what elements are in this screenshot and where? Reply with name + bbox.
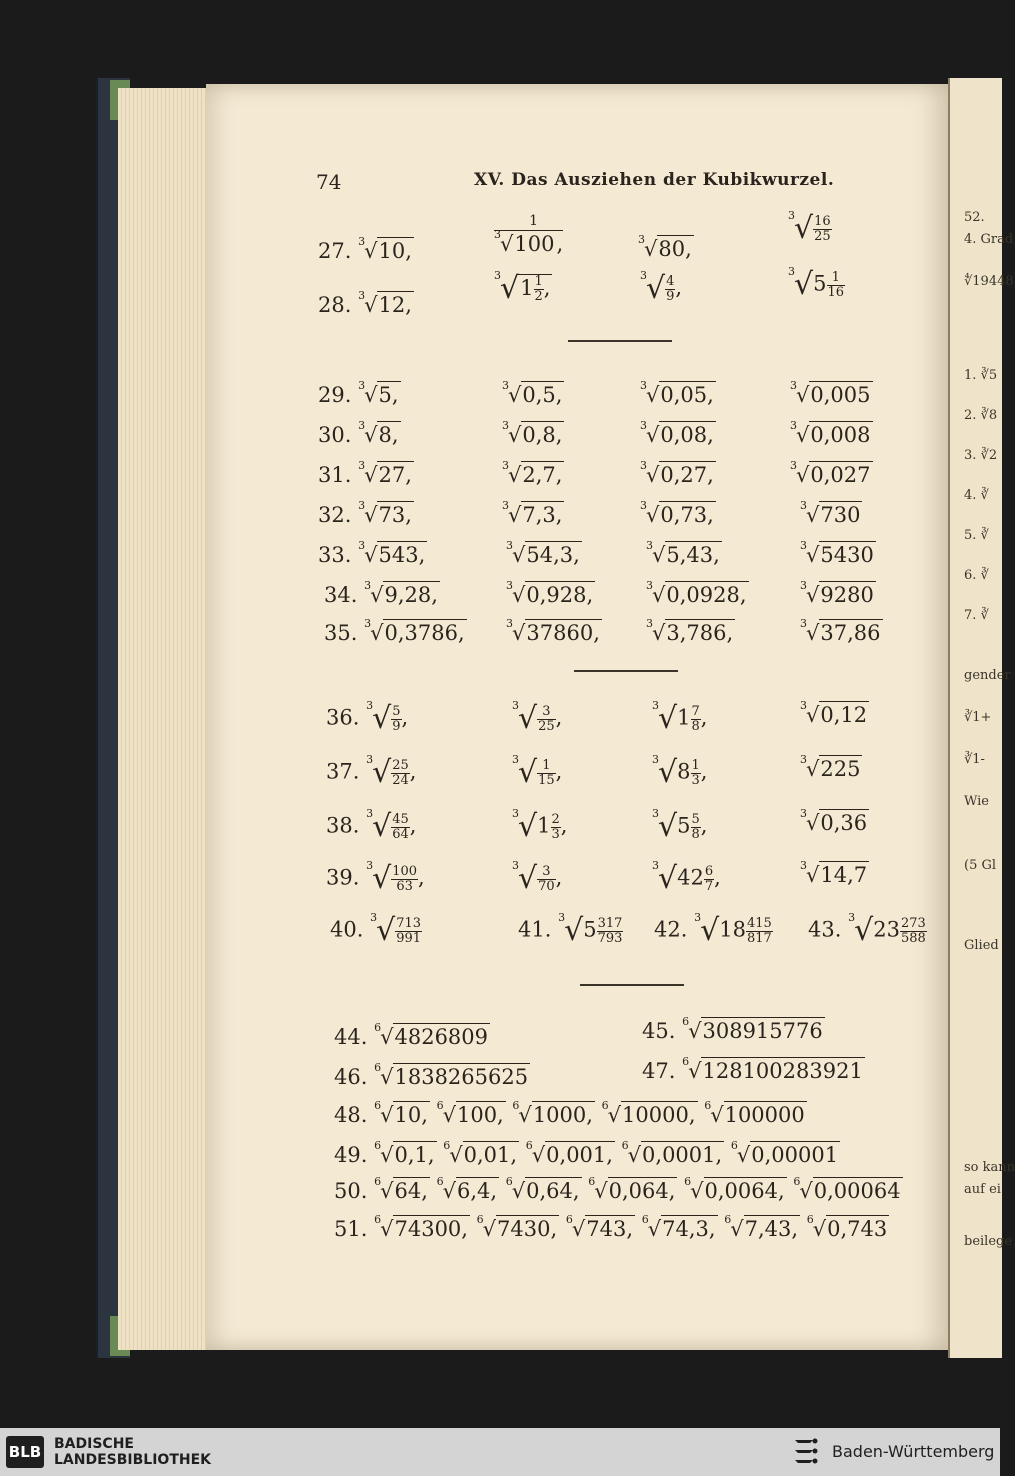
exercise-46: 46. $^6$√1838265625 <box>334 1061 529 1089</box>
exercise-39-a: 39. $^3$√ $\frac{100}{63}$ , <box>326 859 425 896</box>
exercise-36-b: $^3$√ $\frac{3}{25}$ , <box>512 699 563 736</box>
library-footer-bar <box>0 1428 1000 1476</box>
section-rule <box>574 670 678 672</box>
exercise-37-d: $^3$√225 <box>800 753 861 781</box>
exercise-30-c: $^3$√0,08, <box>640 419 714 447</box>
exercise-28-b: $^3$√1 $\frac{1}{2}$ , <box>494 269 551 306</box>
section-rule <box>568 340 672 342</box>
exercise-34-d: $^3$√9280 <box>800 579 874 607</box>
page-edges <box>118 88 208 1350</box>
exercise-32-c: $^3$√0,73, <box>640 499 714 527</box>
page-number: 74 <box>316 170 342 194</box>
state-name: Baden-Württemberg <box>832 1442 995 1461</box>
exercise-35-a: 35. $^3$√0,3786, <box>324 617 465 645</box>
exercise-50: 50. $^6$√64, $^6$√6,4, $^6$√0,64, $^6$√0,064, $^6$√0,0064, $^6$√0,00064 <box>334 1175 901 1203</box>
exercise-37-b: $^3$√ $\frac{1}{15}$ , <box>512 753 563 790</box>
exercise-35-d: $^3$√37,86 <box>800 617 881 645</box>
exercise-31-a: 31. $^3$√27, <box>318 459 412 487</box>
section-rule <box>580 984 684 986</box>
exercise-37-a: 37. $^3$√ $\frac{25}{24}$ , <box>326 753 417 790</box>
exercise-45: 45. $^6$√308915776 <box>642 1015 823 1043</box>
exercise-38-a: 38. $^3$√ $\frac{45}{64}$ , <box>326 807 417 844</box>
exercise-28-c: $^3$√ $\frac{4}{9}$ , <box>640 269 683 306</box>
exercise-35-b: $^3$√37860, <box>506 617 600 645</box>
exercise-27-d: $^3$√ $\frac{16}{25}$ <box>788 209 831 246</box>
exercise-41: 41. $^3$√5 $\frac{317}{793}$ <box>518 911 623 948</box>
facing-page-edge: 52. 4. Grad ∜19448 1. ∛5 2. ∛8 3. ∛2 4. ∛ 5. ∛ 6. ∛ 7. ∛ gender ∛1+ ∛1- Wie (5 Gl Glied so kann auf ei beilege <box>948 78 1002 1358</box>
exercise-47: 47. $^6$√128100283921 <box>642 1055 863 1083</box>
exercise-29-b: $^3$√0,5, <box>502 379 563 407</box>
exercise-51: 51. $^6$√74300, $^6$√7430, $^6$√743, $^6$√74,3, $^6$√7,43, $^6$√0,743 <box>334 1213 888 1241</box>
page-title: XV. Das Ausziehen der Kubikwurzel. <box>474 170 835 190</box>
exercise-30-a: 30. $^3$√8, <box>318 419 399 447</box>
state-lions-icon <box>792 1436 822 1468</box>
exercise-33-b: $^3$√54,3, <box>506 539 580 567</box>
exercise-33-c: $^3$√5,43, <box>646 539 720 567</box>
blb-logo[interactable]: BLB <box>6 1436 44 1468</box>
exercise-34-b: $^3$√0,928, <box>506 579 594 607</box>
exercise-30-b: $^3$√0,8, <box>502 419 563 447</box>
exercise-27-c: $^3$√80, <box>638 233 692 261</box>
exercise-40: 40. $^3$√ $\frac{713}{991}$ <box>330 911 422 948</box>
exercise-48: 48. $^6$√10, $^6$√100, $^6$√1000, $^6$√10000, $^6$√100000 <box>334 1099 805 1127</box>
exercise-35-c: $^3$√3,786, <box>646 617 734 645</box>
exercise-39-b: $^3$√ $\frac{3}{70}$ , <box>512 859 563 896</box>
exercise-44: 44. $^6$√4826809 <box>334 1021 489 1049</box>
exercise-29-a: 29. $^3$√5, <box>318 379 399 407</box>
exercise-39-c: $^3$√42 $\frac{6}{7}$ , <box>652 859 721 896</box>
exercise-31-b: $^3$√2,7, <box>502 459 563 487</box>
exercise-39-d: $^3$√14,7 <box>800 859 868 887</box>
exercise-43: 43. $^3$√23 $\frac{273}{588}$ <box>808 911 926 948</box>
exercise-32-d: $^3$√730 <box>800 499 861 527</box>
exercise-36-c: $^3$√1 $\frac{7}{8}$ , <box>652 699 708 736</box>
exercise-42: 42. $^3$√18 $\frac{415}{817}$ <box>654 911 772 948</box>
exercise-36-a: 36. $^3$√ $\frac{5}{9}$ , <box>326 699 409 736</box>
exercise-38-c: $^3$√5 $\frac{5}{8}$ , <box>652 807 708 844</box>
exercise-32-b: $^3$√7,3, <box>502 499 563 527</box>
exercise-49: 49. $^6$√0,1, $^6$√0,01, $^6$√0,001, $^6$√0,0001, $^6$√0,00001 <box>334 1139 839 1167</box>
exercise-31-d: $^3$√0,027 <box>790 459 871 487</box>
exercise-30-d: $^3$√0,008 <box>790 419 871 447</box>
exercise-28: 28. $^3$√12, <box>318 289 412 317</box>
exercise-31-c: $^3$√0,27, <box>640 459 714 487</box>
exercise-27-b: 1 $^3$√100, <box>494 213 564 256</box>
library-name: BADISCHE LANDESBIBLIOTHEK <box>54 1436 212 1468</box>
exercise-29-d: $^3$√0,005 <box>790 379 871 407</box>
exercise-29-c: $^3$√0,05, <box>640 379 714 407</box>
exercise-33-a: 33. $^3$√543, <box>318 539 426 567</box>
exercise-38-b: $^3$√1 $\frac{2}{3}$ , <box>512 807 568 844</box>
exercise-34-c: $^3$√0,0928, <box>646 579 747 607</box>
exercise-34-a: 34. $^3$√9,28, <box>324 579 438 607</box>
exercise-37-c: $^3$√8 $\frac{1}{3}$ , <box>652 753 708 790</box>
exercise-32-a: 32. $^3$√73, <box>318 499 412 527</box>
exercise-33-d: $^3$√5430 <box>800 539 874 567</box>
exercise-38-d: $^3$√0,36 <box>800 807 868 835</box>
exercise-36-d: $^3$√0,12 <box>800 699 868 727</box>
exercise-27: 27. $^3$√10, <box>318 235 412 263</box>
exercise-28-d: $^3$√5 $\frac{1}{16}$ <box>788 265 845 302</box>
